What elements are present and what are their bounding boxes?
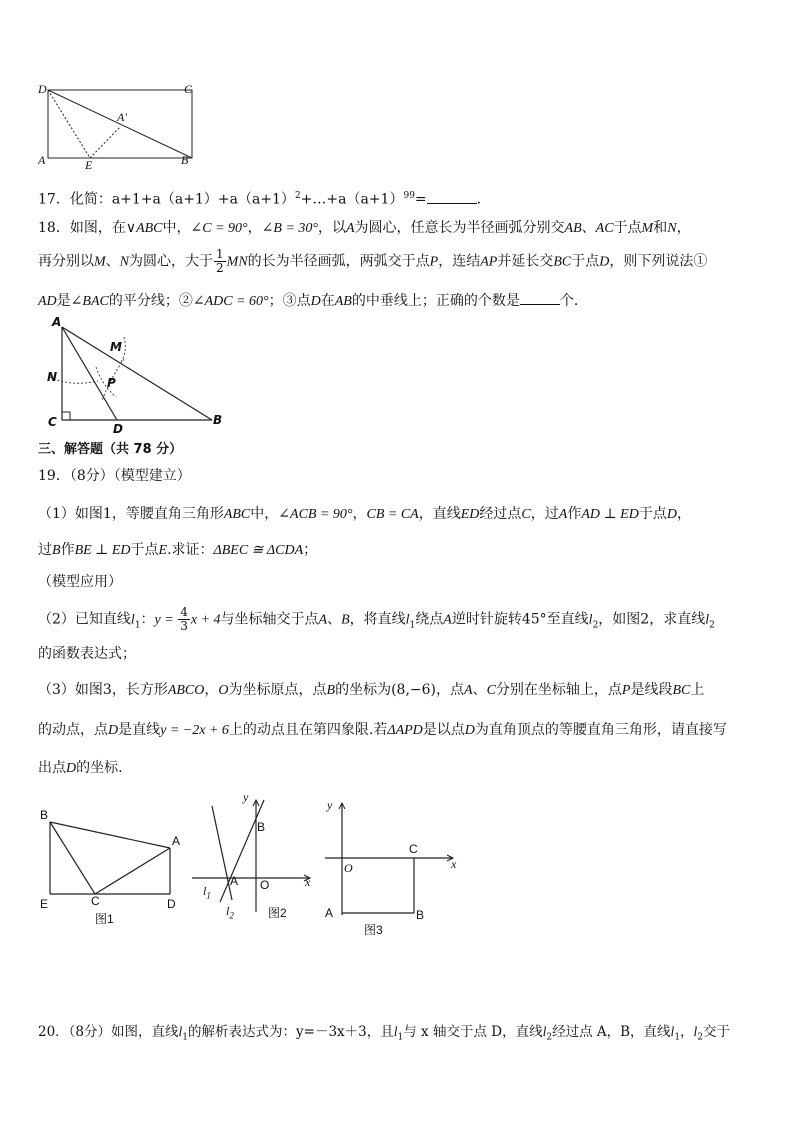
question-18-line-3: [38, 290, 588, 312]
q19-part3-line2: [38, 720, 727, 741]
axis-label-y: y: [327, 798, 333, 812]
q19-text: 经过点: [479, 506, 522, 522]
q19-text: 为坐标原点，点: [228, 682, 327, 698]
axis-label-y: y: [243, 790, 249, 804]
q19-point: D: [66, 761, 77, 776]
q19-point: C: [486, 683, 496, 698]
q18-text: 是: [56, 293, 71, 309]
q19-point: A: [464, 683, 473, 698]
q19-text: ，过: [530, 506, 559, 522]
q20-subscript: 1: [397, 1032, 404, 1043]
fraction-denominator: 2: [216, 261, 224, 275]
q18-text: 为圆心，任意长为半径画弧分别交: [354, 220, 565, 236]
fraction-denominator: 3: [180, 619, 188, 633]
q19-text: 是以点: [422, 722, 465, 738]
q17-number: 17．: [38, 191, 70, 208]
point-label-a: A: [52, 315, 62, 329]
point-label-c: C: [184, 82, 193, 96]
q19-part2-line1: [38, 606, 715, 635]
q19-equation: y = −2x + 6: [160, 723, 229, 738]
q18-angle-c: ∠C = 90°: [190, 221, 248, 236]
q18-answer-blank[interactable]: [520, 290, 560, 305]
line-label-l2: [226, 904, 234, 920]
q19-angle: ∠ACB = 90°: [278, 507, 353, 522]
point-label-b: B: [257, 820, 266, 834]
q18-text: ；③点: [268, 293, 311, 309]
q19-text: 于点: [130, 542, 159, 558]
q18-text: 如图，在: [69, 220, 126, 236]
q18-segment: BC: [553, 254, 572, 270]
q19-point: B: [341, 612, 350, 628]
q18-angle: ∠ADC = 60°: [192, 294, 269, 309]
q18-text: 中，: [162, 220, 191, 236]
figure-caption-1: 图1: [95, 912, 114, 926]
q19-point: C: [521, 507, 531, 522]
q18-text: ，则下列说法①: [609, 253, 708, 270]
q20-line-name: l: [178, 1024, 183, 1039]
q20-line-name: l: [670, 1024, 675, 1039]
q17-end: .: [476, 191, 482, 208]
q18-text: 、: [581, 220, 596, 236]
q19-text: 过: [38, 542, 52, 558]
q17-eq: =: [414, 191, 427, 208]
q19-text: 分别在坐标轴上，点: [495, 682, 622, 698]
q19-text: ，直线: [418, 506, 461, 522]
q19-line-name: l: [130, 612, 135, 628]
q19-part3-line3: [38, 758, 123, 779]
triangle-symbol: ∨: [125, 221, 137, 236]
q18-text: 的长为半径画弧，两弧交于点: [247, 253, 430, 270]
q18-point: D: [599, 254, 610, 270]
q19-line-name: l: [588, 612, 593, 628]
point-label-a: A: [325, 906, 334, 920]
point-label-e: E: [40, 897, 49, 911]
fraction-numerator: 1: [216, 247, 224, 261]
q18-text: 的平分线；②: [108, 293, 193, 309]
q18-angle-b: ∠B = 30°: [261, 221, 318, 236]
q17-text: 化简：a+1+a（a+1）+a（a+1）: [69, 191, 295, 208]
q20-text: 交于: [703, 1024, 731, 1040]
axis-label-x: x: [305, 875, 311, 889]
q18-text: 并延长交: [497, 253, 554, 270]
q18-segment: AP: [480, 254, 498, 270]
q19-text: 、: [472, 682, 487, 698]
point-label-e: E: [85, 158, 93, 172]
q19-equation: x + 4: [190, 612, 221, 628]
point-label-b: B: [181, 153, 189, 167]
axis-label-x: x: [451, 857, 457, 871]
q19-text: （3）如图3，长方形: [38, 682, 168, 698]
q19-text: 逆时针旋转: [451, 611, 522, 628]
point-label-d: D: [113, 422, 123, 436]
q19-text: 于点: [638, 506, 667, 522]
q18-point: N: [667, 221, 677, 236]
q17-answer-blank[interactable]: [427, 189, 477, 204]
point-label-c: C: [91, 894, 100, 908]
point-label-b: B: [40, 808, 49, 822]
q19-text: 上: [690, 682, 705, 698]
q20-subscript: 1: [674, 1032, 681, 1043]
q20-subscript: 1: [182, 1032, 189, 1043]
q19-text: ，: [676, 506, 691, 522]
q19-text: 的坐标为: [335, 682, 392, 698]
q20-subscript: 2: [546, 1032, 553, 1043]
q18-segment: AD: [38, 294, 57, 309]
q18-point: N: [119, 254, 130, 270]
point-label-c: C: [409, 842, 418, 856]
q20-subscript: 2: [697, 1032, 704, 1043]
q19-text: ；: [303, 542, 318, 558]
q19-text: 为直角顶点的等腰直角三角形，请直接写: [474, 722, 727, 738]
q19-text: （1）如图1，等腰直角三角形: [38, 506, 224, 522]
point-label-d: D: [38, 82, 47, 96]
q19-perpendicular: AD ⊥ ED: [581, 507, 639, 522]
q19-line-name: l: [705, 612, 710, 628]
q18-segment: MN: [226, 254, 248, 270]
q19-angle: 45°: [521, 611, 547, 628]
question-19-header: 19．（8分）（模型建立）: [38, 468, 191, 484]
q18-point: M: [641, 221, 654, 236]
point-label-d: D: [167, 897, 176, 911]
q19-line-name: l: [405, 612, 410, 628]
q20-line-name: l: [542, 1024, 547, 1039]
q18-text: ，以: [317, 220, 346, 236]
q18-point: D: [310, 294, 321, 309]
point-label-m: M: [110, 340, 122, 354]
question-18-line-2: [38, 248, 707, 275]
q18-segment: AB: [564, 221, 582, 236]
q19-subscript: 1: [409, 620, 416, 631]
q18-text: 于点: [613, 220, 642, 236]
q18-triangle-name: ABC: [136, 221, 163, 236]
rectangle-diagram: [38, 82, 238, 172]
q19-subscript: 1: [134, 620, 141, 631]
q19-segment: BC: [672, 683, 691, 698]
q18-text: 、: [105, 253, 120, 270]
figure-2-diagram: [190, 790, 333, 920]
q18-segment: AB: [334, 294, 352, 309]
point-label-b: B: [213, 413, 223, 427]
q19-text: 中，: [250, 506, 279, 522]
q19-text: ，如图2，求直线: [598, 611, 706, 628]
q18-point: P: [429, 254, 439, 270]
q18-text: ，连结: [438, 253, 481, 270]
line-label-letter: l: [226, 904, 230, 918]
q19-subscript: 2: [592, 620, 599, 631]
q19-point: A: [443, 612, 452, 628]
q19-perpendicular: BE ⊥ ED: [74, 543, 131, 558]
q19-segment: ED: [460, 507, 480, 522]
q19-text: 、: [327, 611, 342, 628]
point-label-b: B: [416, 908, 425, 922]
q19-point: O: [218, 683, 229, 698]
q20-text: ，: [680, 1024, 694, 1040]
fraction-one-half: [214, 248, 226, 275]
q18-text: ，: [247, 220, 262, 236]
q18-angle: ∠BAC: [70, 294, 109, 309]
q19-text: 上的动点且在第四象限.若: [228, 722, 388, 738]
q19-text: ，点: [436, 682, 464, 698]
q20-text: 20．（8分）如图，直线: [38, 1024, 179, 1040]
q19-subscript: 2: [709, 620, 715, 631]
q17-exp2: 2: [294, 191, 301, 201]
q19-text: 是线段: [630, 682, 673, 698]
q19-text: ，将直线: [349, 611, 406, 628]
q19-text: ，: [352, 506, 367, 522]
q19-coordinate: (8,−6): [391, 682, 436, 698]
q18-text: 和: [653, 220, 668, 236]
q18-text: 再分别以: [38, 253, 94, 270]
q20-text: 经过点 A，B，直线: [552, 1024, 671, 1040]
q19-point: B: [52, 543, 61, 558]
q17-exp99: 99: [403, 191, 415, 201]
point-label-n: N: [47, 370, 58, 384]
q19-congruence: ΔBEC ≅ ΔCDA: [213, 543, 304, 558]
q18-text: 的中垂线上；正确的个数是: [351, 293, 520, 309]
q19-point: A: [558, 507, 568, 522]
q19-point: D: [464, 723, 475, 738]
point-label-c: C: [48, 415, 57, 429]
q19-text: 是直线: [118, 722, 161, 738]
q19-part1-line1: [38, 504, 691, 525]
figure-caption-2: 图2: [268, 906, 287, 920]
question-20: [38, 1022, 730, 1048]
figure-3-diagram: [320, 795, 470, 925]
q18-number: 18．: [38, 220, 70, 236]
line-label-subscript: 1: [206, 890, 211, 901]
q19-part2-line2: 的函数表达式；: [38, 646, 136, 662]
q19-text: 至直线: [546, 611, 589, 628]
q19-text: ，: [204, 682, 219, 698]
q18-text: 于点: [571, 253, 600, 270]
q19-rect-name: ABCO: [167, 683, 205, 698]
question-18-line-1: [38, 218, 691, 239]
q18-segment: AC: [595, 221, 614, 236]
figure-1-diagram: [38, 812, 188, 902]
q19-text: 出点: [38, 760, 66, 776]
q20-line-name: l: [393, 1024, 398, 1039]
q19-model-application: （模型应用）: [38, 574, 122, 590]
q19-equation: CB = CA: [366, 507, 419, 522]
point-label-p: P: [107, 376, 116, 390]
q18-point: M: [94, 254, 106, 270]
triangle-bisector-diagram: [40, 315, 240, 435]
q19-point: P: [621, 683, 631, 698]
point-label-a: A: [172, 834, 181, 848]
line-label-l1: [203, 884, 211, 900]
line-label-subscript: 2: [229, 910, 234, 921]
q19-text: 作: [567, 506, 582, 522]
q19-part1-line2: [38, 540, 317, 561]
point-label-a: A: [230, 874, 239, 888]
q19-text: 与坐标轴交于点: [220, 611, 319, 628]
q20-text: 的解析表达式为：y=－3x＋3，且: [188, 1024, 394, 1040]
q19-point: E: [158, 543, 168, 558]
q19-triangle-name: ABC: [223, 507, 251, 522]
q18-text: 为圆心，大于: [129, 253, 214, 270]
line-label-letter: l: [203, 884, 207, 898]
q20-line-name: l: [693, 1024, 698, 1039]
point-label-a-prime: A': [117, 110, 127, 124]
q19-equation: y =: [154, 612, 178, 628]
q19-text: （2）已知直线: [38, 611, 131, 628]
fraction-four-thirds: [178, 606, 190, 633]
q19-point: D: [108, 723, 119, 738]
q19-point: B: [326, 683, 336, 698]
fraction-numerator: 4: [180, 605, 188, 619]
q18-text: 个．: [559, 293, 588, 309]
point-label-o: O: [344, 861, 353, 875]
q19-text: .求证：: [167, 542, 214, 558]
q20-text: 与 x 轴交于点 D，直线: [403, 1024, 543, 1040]
q19-text: 绕点: [415, 611, 444, 628]
question-17: [38, 186, 481, 210]
point-label-a: A: [38, 153, 46, 167]
section-heading-3: 三、解答题（共 78 分）: [38, 442, 183, 457]
q18-text: 在: [320, 293, 335, 309]
figure-caption-3: 图3: [364, 923, 383, 937]
q19-text: 作: [60, 542, 75, 558]
q19-point: D: [666, 507, 677, 522]
q18-text: ，: [676, 220, 691, 236]
q19-triangle-name: ΔAPD: [387, 723, 423, 738]
q19-point: A: [318, 612, 328, 628]
q19-text: 的坐标.: [76, 760, 123, 776]
q19-part3-line1: [38, 680, 704, 701]
point-label-o: O: [260, 878, 270, 892]
q17-text2: +…+a（a+1）: [300, 191, 404, 208]
q19-text: ：: [140, 611, 155, 628]
q19-text: 的动点，点: [38, 722, 108, 738]
q18-point: A: [345, 221, 355, 236]
